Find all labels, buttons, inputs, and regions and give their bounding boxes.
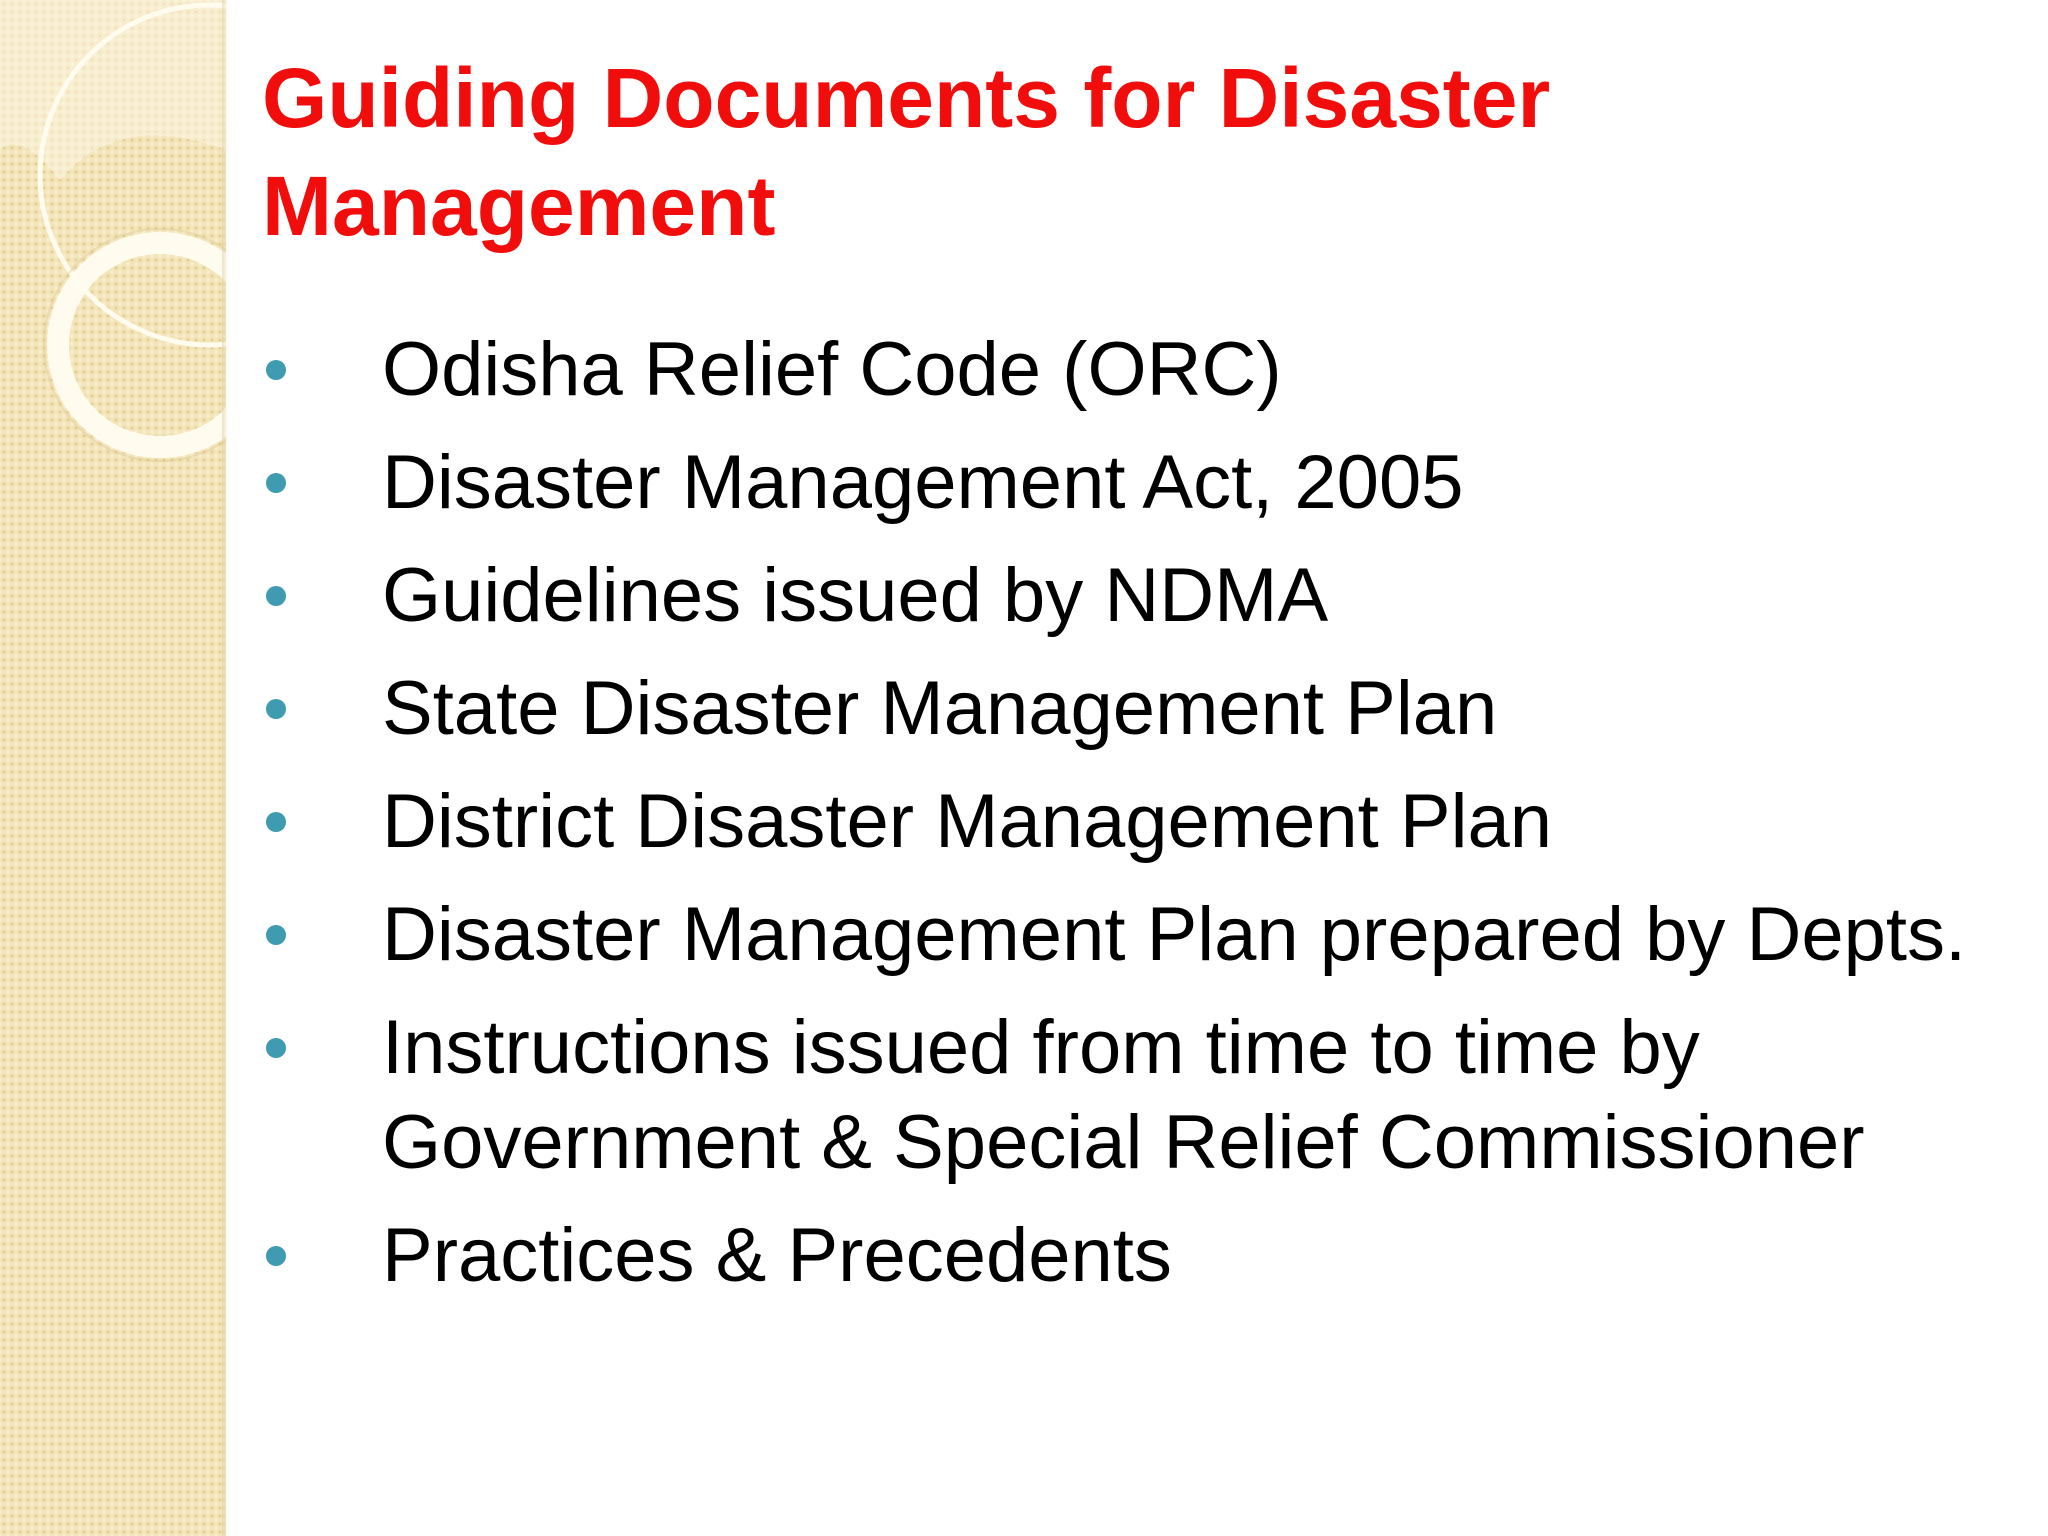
list-item: [262, 774, 2002, 869]
list-item: [262, 435, 2002, 530]
list-item-text: Guidelines issued by NDMA: [382, 553, 1329, 638]
bullet-dot-icon: [266, 1038, 286, 1058]
bullet-dot-icon: [266, 1246, 286, 1266]
list-item: [262, 887, 2002, 982]
list-item-text: Disaster Management Act, 2005: [382, 440, 1464, 525]
list-item: [262, 548, 2002, 643]
side-band-edge: [222, 0, 228, 1536]
bullet-dot-icon: [266, 812, 286, 832]
decorative-side-band: [0, 0, 226, 1536]
bullet-dot-icon: [266, 925, 286, 945]
list-item-text: State Disaster Management Plan: [382, 666, 1498, 751]
bullet-dot-icon: [266, 699, 286, 719]
list-item: [262, 1208, 2002, 1303]
list-item-text: Disaster Management Plan prepared by Depts.: [382, 892, 1967, 977]
list-item-text: Instructions issued from time to time by Government & Special Relief Commissioner: [382, 1005, 1865, 1185]
bullet-dot-icon: [266, 360, 286, 380]
list-item-text: Practices & Precedents: [382, 1213, 1172, 1298]
list-item: [262, 322, 2002, 417]
bullet-dot-icon: [266, 473, 286, 493]
slide-title: Guiding Documents for Disaster Management: [262, 51, 1551, 253]
list-item-text: Odisha Relief Code (ORC): [382, 327, 1282, 412]
list-item: [262, 661, 2002, 756]
bullet-dot-icon: [266, 586, 286, 606]
bullet-list: [262, 322, 2002, 1321]
ring-decoration-icon: [0, 0, 226, 520]
list-item-text: District Disaster Management Plan: [382, 779, 1552, 864]
list-item: [262, 1000, 2002, 1190]
